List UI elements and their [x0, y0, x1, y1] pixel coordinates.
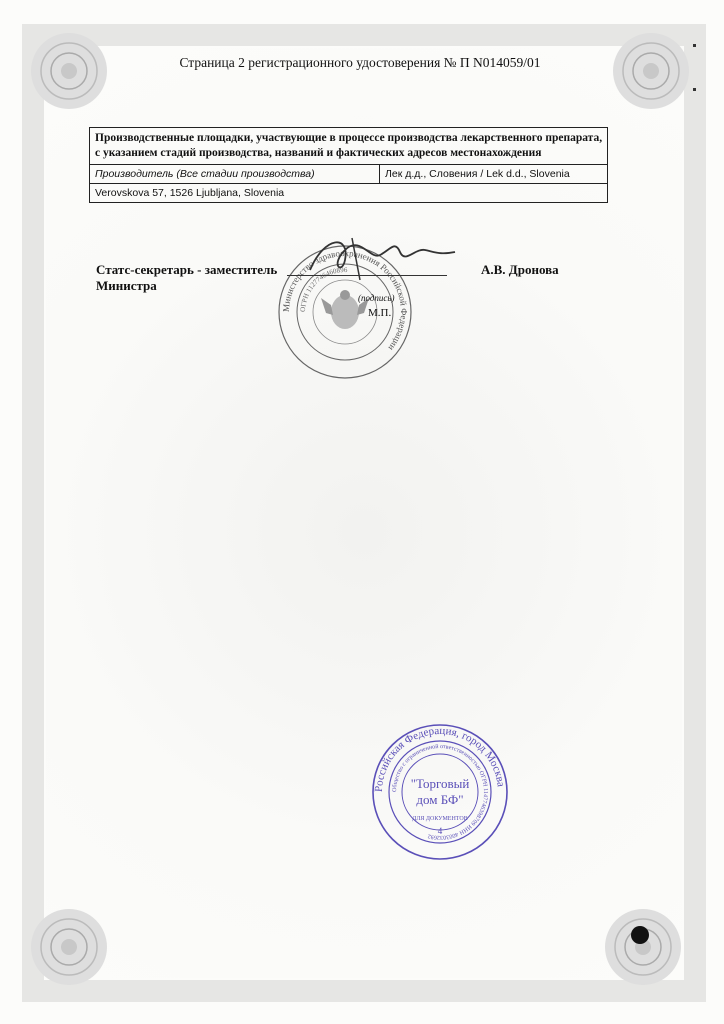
company-stamp-ring-text: Общество с ограниченной ответственностью ОГРН 1147746398709 ИНН 4003032692: [391, 743, 489, 841]
ministry-seal-inner-text: ОГРН 1127746460896: [298, 265, 348, 313]
producer-name: Лек д.д., Словения / Lek d.d., Slovenia: [385, 168, 570, 180]
signature-graphic: [290, 230, 460, 295]
signatory-title: Статс-секретарь - заместитель Министра: [96, 262, 278, 293]
company-stamp-number: 4: [437, 826, 443, 836]
ministry-seal-outer-text: Министерство здравоохранения Российской Федерации: [280, 247, 410, 353]
signatory-name: А.В. Дронова: [481, 262, 559, 277]
signature-caption: (подпись): [358, 293, 395, 303]
producer-address: Verovskova 57, 1526 Ljubljana, Slovenia: [95, 187, 285, 199]
corner-ornament-top-right: [608, 28, 694, 114]
table-heading: Производственные площадки, участвующие в процессе производства лекарственного препарата, с указанием стадий производства, названий и фактических адресов местонахождения: [95, 132, 603, 159]
table-row: [90, 164, 607, 183]
corner-ornament-bottom-left: [26, 904, 112, 990]
company-stamp-name-line1: "Торговый: [410, 776, 470, 791]
company-stamp: [370, 722, 510, 862]
signature-line: [287, 275, 447, 276]
table-row: [90, 183, 607, 202]
hole-punch-dot: [631, 926, 649, 944]
table-row: [90, 128, 607, 164]
corner-ornament-top-left: [26, 28, 112, 114]
producer-role: Производитель (Все стадии производства): [90, 165, 380, 183]
company-stamp-bottom-word: ДЛЯ ДОКУМЕНТОВ: [412, 816, 468, 822]
page-header: Страница 2 регистрационного удостоверения № П N014059/01: [179, 55, 541, 70]
edge-mark: [693, 88, 696, 91]
company-stamp-name-line2: дом БФ": [416, 792, 464, 807]
corner-ornament-bottom-right: [600, 904, 686, 990]
production-sites-table: [89, 127, 608, 203]
company-stamp-outer-text: Российская Федерация, город Москва: [372, 724, 507, 793]
edge-mark: [693, 44, 696, 47]
stamp-place-label: М.П.: [368, 307, 392, 319]
